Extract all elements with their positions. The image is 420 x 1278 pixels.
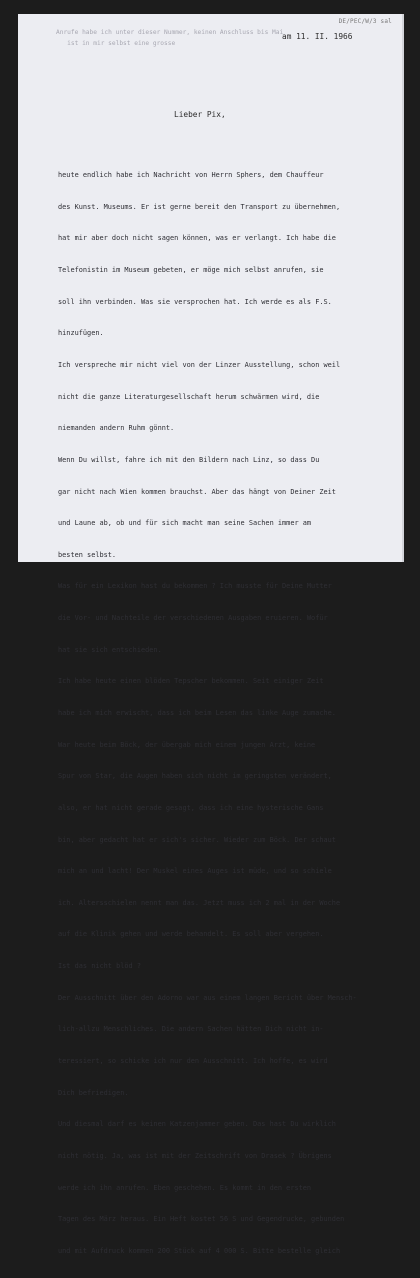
body-line: Was für ein Lexikon hast du bekommen ? Ich musste für Deine Mutter: [58, 582, 332, 591]
body-line: also, er hat nicht gerade gesagt, dass ich eine hysterische Gans: [58, 803, 324, 812]
faded-line: Anrufe habe ich unter dieser Nummer, keinen Anschluss bis Mai: [56, 29, 284, 36]
body-line: nicht nötig. Ja, was ist mit der Zeitschrift von Drasek ? Übrigens: [58, 1151, 332, 1160]
body-line: War heute beim Böck, der übergab mich einem jungen Arzt, keine: [58, 740, 316, 749]
body-line: mich an und lacht! Der Muskel eines Auges ist müde, und so schiele: [58, 867, 332, 876]
body-line: bin, aber gedacht hat er sich's sicher. Wieder zum Böck. Der schaut: [58, 835, 336, 844]
body-line: Wenn Du willst, fahre ich mit den Bildern nach Linz, so dass Du: [58, 455, 320, 464]
body-line: hat sie sich entschieden.: [58, 645, 162, 654]
body-line: ich. Altersschielen nennt man das. Jetzt muss ich 2 mal in der Woche: [58, 898, 341, 907]
body-line: besten selbst.: [58, 550, 117, 559]
body-line: Und diesmal darf es keinen Katzenjammer geben. Das hast Du wirklich: [58, 1120, 336, 1129]
body-line: Ich habe heute einen blöden Tepscher bekommen. Seit einiger Zeit: [58, 677, 324, 686]
body-line: Ist das nicht blöd ?: [58, 962, 141, 971]
body-line: hat mir aber doch nicht sagen können, was er verlangt. Ich habe die: [58, 234, 336, 243]
body-line: werde ich ihn anrufen. Eben geschehen. Es kommt in den ersten: [58, 1183, 312, 1192]
body-line: Der Ausschnitt über den Adorno war aus einem langen Bericht über Mensch-: [58, 993, 357, 1002]
body-line: Telefonistin im Museum gebeten, er möge mich selbst anrufen, sie: [58, 266, 324, 275]
body-line: heute endlich habe ich Nachricht von Herrn Sphers, dem Chauffeur: [58, 171, 324, 180]
letter-body: [58, 149, 398, 1278]
body-line: gar nicht nach Wien kommen brauchst. Aber das hängt von Deiner Zeit: [58, 487, 336, 496]
body-line: habe ich mich erwischt, dass ich beim Lesen das linke Auge zumache.: [58, 708, 336, 717]
body-line: und mit Aufdruck kommen 200 Stück auf 4 000 S. Bitte bestelle gleich: [58, 1246, 341, 1255]
body-line: Spur von Star, die Augen haben sich nicht im geringsten verändert,: [58, 772, 332, 781]
body-line: Dich befriedigen.: [58, 1088, 129, 1097]
faded-line: ist in mir selbst eine grosse: [56, 39, 176, 47]
body-line: die Vor- und Nachteile der verschiedenen Ausgaben eruieren. Wofür: [58, 614, 328, 623]
body-line: teressiert, so schicke ich nur den Ausschnitt. Ich hoffe, es wird: [58, 1057, 328, 1066]
body-line: und Laune ab, ob und für sich macht man seine Sachen immer am: [58, 519, 312, 528]
body-line: lich-allzu Menschliches. Die andern Sachen hätten Dich nicht in-: [58, 1025, 324, 1034]
body-line: des Kunst. Museums. Er ist gerne bereit den Transport zu übernehmen,: [58, 202, 341, 211]
letter-page: [18, 14, 404, 1255]
body-line: nicht die ganze Literaturgesellschaft herum schwärmen wird, die: [58, 392, 320, 401]
body-line: auf die Klinik gehen und werde behandelt. Es soll aber vergehen.: [58, 930, 324, 939]
letter-greeting: Lieber Pix,: [174, 110, 226, 119]
reference-number: DE/PEC/W/3 sal: [338, 18, 392, 25]
body-line: hinzufügen.: [58, 329, 104, 338]
body-line: Tagen des März heraus. Ein Heft kostet 56 S und Gegendrucke, gebunden: [58, 1215, 345, 1224]
body-line: niemanden andern Ruhm gönnt.: [58, 424, 175, 433]
letter-date: am 11. II. 1966: [282, 32, 353, 41]
body-line: soll ihn verbinden. Was sie versprochen hat. Ich werde es als F.S.: [58, 297, 332, 306]
body-line: Ich verspreche mir nicht viel von der Linzer Ausstellung, schon weil: [58, 360, 341, 369]
